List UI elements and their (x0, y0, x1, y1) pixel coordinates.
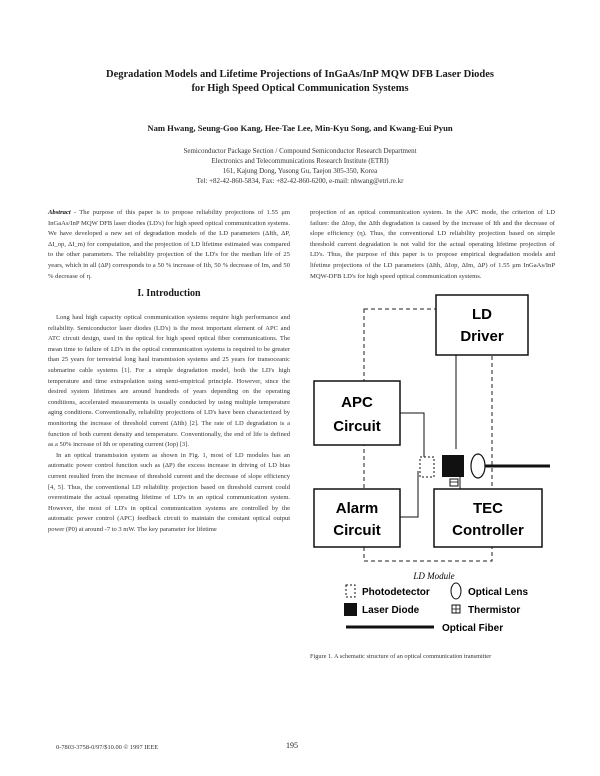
alarm-circuit-label-1: Alarm (335, 500, 379, 517)
section-heading: I. Introduction (137, 288, 201, 299)
photodetector-legend-icon (346, 585, 355, 597)
affiliation-line-3: 161, Kajung Dong, Yusong Gu, Taejon 305-350, Korea (222, 167, 378, 175)
apc-circuit-label-1: APC (341, 394, 373, 411)
thermistor-legend-icon (452, 605, 460, 613)
intro-paragraph-2: In an optical transmission system as shown in Fig. 1, most of LD modules has an automatic power control function such as (ΔP) the excess increase in driving of LD bias current resulted from the increase of threshold current and the decrease of slope efficiency [4, 5]. Thus, the conventional LD reliability projection based on threshold current could overestimate the actual operating lifetime of LD's in an optical communication system. However, the most of LD's in optical communication systems are controlled by the automatic power control (APC) feedback circuit to maintain the constant optical output power (P0) at around -7 to 3 mW. The key parameter for lifetime (48, 451, 290, 533)
laser-diode-component (442, 455, 464, 477)
title-line-2: for High Speed Optical Communication Systems (191, 83, 409, 94)
ld-driver-label-1: LD (472, 306, 492, 323)
introduction-body (48, 313, 290, 535)
photodetector-legend-label: Photodetector (362, 587, 430, 598)
ld-module-legend-label: LD Module (413, 571, 455, 581)
alarm-circuit-label-2: Circuit (333, 522, 381, 539)
alarm-connection-line (400, 471, 418, 517)
tec-controller-label-1: TEC (473, 500, 503, 517)
laser-diode-legend-label: Laser Diode (362, 605, 420, 616)
apc-circuit-label-2: Circuit (333, 418, 381, 435)
abstract-continuation: projection of an optical communication system. In the APC mode, the criterion of LD failure: the ΔIop, the ΔIth degradation is caused by the increase of Ith and the decrease of slope efficiency (η). Thus, the conventional LD reliability projection based on simple threshold current degradation is not valid for the actual operating lifetime projection of LD's. Thus, the purpose of this paper is to propose empirical degradation models and lifetime projections of the LD parameters (ΔIth, ΔIop, ΔIm, ΔP) of 1.55 μm InGaAs/InP MQW-DFB LD's for high speed optical communication systems. (310, 209, 555, 280)
affiliation-line-1: Semiconductor Package Section / Compound Semiconductor Research Department (183, 147, 417, 155)
optical-fiber-legend-label: Optical Fiber (442, 623, 504, 634)
affiliation-line-2: Electronics and Telecommunications Research Institute (ETRI) (211, 157, 389, 165)
laser-diode-legend-icon (344, 603, 357, 616)
thermistor-component (450, 479, 458, 486)
page-number: 195 (286, 741, 298, 750)
apc-circuit-box (314, 381, 400, 445)
abstract-label: Abstract (48, 209, 71, 216)
ld-driver-box (436, 295, 528, 355)
thermistor-legend-label: Thermistor (468, 605, 521, 616)
intro-paragraph-1: Long haul high capacity optical communication systems require high performance and reliability. Semiconductor laser diodes (LD's) is the most important element of APC and ATC circuit design, used in the optical for high speed optical fiber communications. The mean time to failure of LD's in the optical communication systems is required to be greater than 25 years for terrestrial long haul transmission systems and 25 years for transoceanic submarine cable systems [1]. For a simple degradation model, both the LD's high temperature and time extrapolation using semi-empirical principle. However, since the desired system lifetimes are around hundreds of years depending on the operating conditions, accelerated measurements is usually conducted by using multiple temperature aging conditions. Conventionally, reliability projections of LD's have been characterized by monitoring the increase of threshold current (ΔIth) [2]. The rate of LD degradation is a function of both current density and temperature. Conventionally, the end of life is defined as a 50% increase of Ith or operating current (Iop) [3]. (48, 314, 290, 449)
figure-1-diagram (306, 289, 554, 637)
paper-title (40, 68, 560, 96)
ld-driver-label-2: Driver (460, 328, 504, 345)
title-line-1: Degradation Models and Lifetime Projections of InGaAs/InP MQW DFB Laser Diodes (106, 69, 494, 80)
photodetector-component (420, 457, 434, 477)
abstract-text: - The purpose of this paper is to propose reliability projections of 1.55 μm InGaAs/InP MQW DFB laser diodes (LD's) for high speed optical communication systems. We have developed a new set of degradation models of the LD parameters (ΔIth, ΔP, ΔI_op, ΔI_m) for computation, and the projection of LD lifetime estimated was compared to the other parameters. The reliability projection of the LD's for the median life of 25 years, which in all (ΔP) corresponds to a 50 % increase of Ith, 50 % decrease of Im, and 50 % decrease of η. (48, 209, 290, 280)
apc-connection-line (400, 413, 424, 461)
affiliation-line-4: Tel: +82-42-860-5834, Fax: +82-42-860-6200, e-mail: nhwang@etri.re.kr (196, 177, 404, 185)
copyright-footer: 0-7803-3758-0/97/$10.00 © 1997 IEEE (56, 744, 159, 751)
abstract (48, 208, 290, 282)
tec-controller-label-2: Controller (452, 522, 524, 539)
optical-lens-legend-icon (451, 583, 461, 599)
optical-lens-component (471, 454, 485, 478)
optical-lens-legend-label: Optical Lens (468, 587, 529, 598)
affiliation-block (90, 146, 510, 186)
figure-caption: Figure 1. A schematic structure of an optical communication transmitter (310, 653, 492, 660)
author-list: Nam Hwang, Seung-Goo Kang, Hee-Tae Lee, Min-Kyu Song, and Kwang-Eui Pyun (147, 123, 453, 133)
figure-1 (306, 289, 554, 637)
